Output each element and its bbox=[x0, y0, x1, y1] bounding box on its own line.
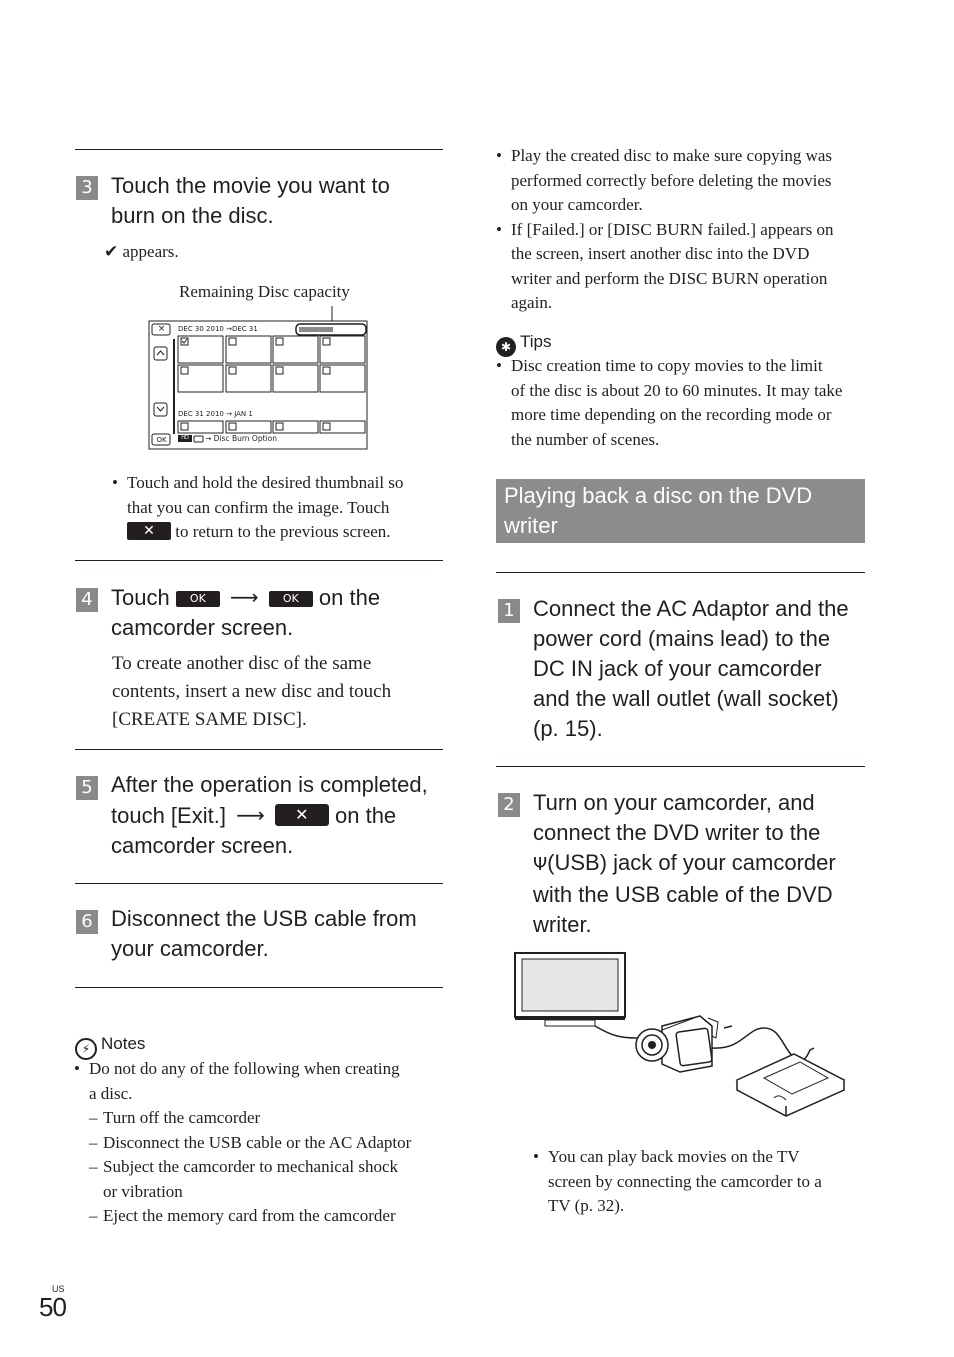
arrow-right-icon: ⟶ bbox=[236, 803, 265, 827]
playback-step-2-number: 2 bbox=[498, 793, 520, 817]
usb-icon: Ψ bbox=[533, 854, 548, 875]
step-6-number: 6 bbox=[76, 910, 98, 934]
step-4-title: Touch OK ⟶ OK on the camcorder screen. bbox=[111, 582, 441, 643]
screen-date-range-2: DEC 31 2010 → JAN 1 bbox=[178, 410, 253, 418]
divider bbox=[75, 987, 443, 988]
screen-close-button[interactable]: × bbox=[157, 324, 166, 334]
playback-step-2-text: Turn on your camcorder, and connect the DVD writer to the Ψ(USB) jack of your camcorder with the USB cable of the DVD writer. bbox=[533, 790, 836, 937]
step-6-title: Disconnect the USB cable from your camcorder. bbox=[111, 906, 417, 961]
page-number: 50 bbox=[39, 1292, 66, 1322]
camcorder-icon bbox=[636, 1016, 718, 1072]
tv-playback-note: • You can play back movies on the TV screen by connecting the camcorder to a TV (p. 32). bbox=[533, 1145, 853, 1219]
ok-button-icon: OK bbox=[269, 591, 313, 607]
arrow-right-icon: ⟶ bbox=[229, 585, 259, 609]
screen-hd-badge: HD bbox=[181, 435, 189, 441]
divider bbox=[75, 149, 443, 150]
divider bbox=[75, 749, 443, 750]
playback-step-1-text: Connect the AC Adaptor and the power cord (mains lead) to the DC IN jack of your camcorder and the wall outlet (wall socket) (p. 15). bbox=[533, 596, 849, 741]
ok-button-icon: OK bbox=[176, 591, 220, 607]
top-bullets: • Play the created disc to make sure copying was performed correctly before deleting the movies on your camcorder. • If [Failed.] or [DISC BURN failed.] appears on the screen, insert another disc into the DVD writer and perform the DISC BURN operation again. bbox=[496, 144, 866, 316]
notes-list: • Do not do any of the following when creating a disc. – Turn off the camcorder – Disconnect the USB cable or the AC Adaptor – Subject the camcorder to mechanical shock or vibration – Eject the memory card from the camcorder bbox=[74, 1057, 444, 1229]
tips-list: • Disc creation time to copy movies to the limit of the disc is about 20 to 60 minutes. It may take more time depending on the recording mode or the number of scenes. bbox=[496, 354, 868, 452]
region-code: US bbox=[52, 1284, 65, 1294]
connection-illustration bbox=[512, 948, 852, 1128]
step-3-number: 3 bbox=[76, 176, 98, 200]
figure-label: Remaining Disc capacity bbox=[179, 282, 350, 301]
divider bbox=[75, 560, 443, 561]
screen-ok-button[interactable]: OK bbox=[156, 436, 167, 444]
step-5-title: After the operation is completed, touch [Exit.] ⟶ ✕ on the camcorder screen. bbox=[111, 772, 428, 858]
notes-heading: ⚡ Notes bbox=[75, 1032, 145, 1060]
screen-disc-burn-option[interactable]: → Disc Burn Option bbox=[205, 434, 277, 443]
step-4-body: To create another disc of the same contents, insert a new disc and touch [CREATE SAME DISC]. bbox=[112, 653, 392, 730]
lightbulb-icon: ✱ bbox=[496, 337, 516, 357]
close-button-icon: ✕ bbox=[127, 522, 171, 540]
step-3-bullet: • Touch and hold the desired thumbnail so that you can confirm the image. Touch ✕ to return to the previous screen. bbox=[112, 471, 442, 545]
disc-burn-screen-figure bbox=[148, 306, 370, 452]
checkmark-icon: ✔ bbox=[104, 242, 119, 262]
step-4-number: 4 bbox=[76, 588, 98, 612]
playback-step-1-number: 1 bbox=[498, 599, 520, 623]
tv-camcorder-dvd-writer-drawing bbox=[512, 948, 852, 1128]
divider bbox=[496, 766, 865, 767]
appears-line: ✔ appears. bbox=[104, 242, 179, 262]
notes-warning-icon: ⚡ bbox=[75, 1038, 97, 1060]
step-3-title: Touch the movie you want to burn on the disc. bbox=[111, 173, 390, 228]
divider bbox=[496, 572, 865, 573]
step-5-number: 5 bbox=[76, 776, 98, 800]
close-button-icon: ✕ bbox=[275, 804, 329, 826]
screen-date-range-1: DEC 30 2010 →DEC 31 bbox=[178, 325, 258, 333]
tv-icon bbox=[515, 953, 625, 1026]
divider bbox=[75, 883, 443, 884]
tips-heading: ✱ Tips bbox=[496, 330, 552, 357]
dvd-writer-icon bbox=[737, 1054, 844, 1116]
section-heading: Playing back a disc on the DVD writer bbox=[496, 479, 865, 543]
